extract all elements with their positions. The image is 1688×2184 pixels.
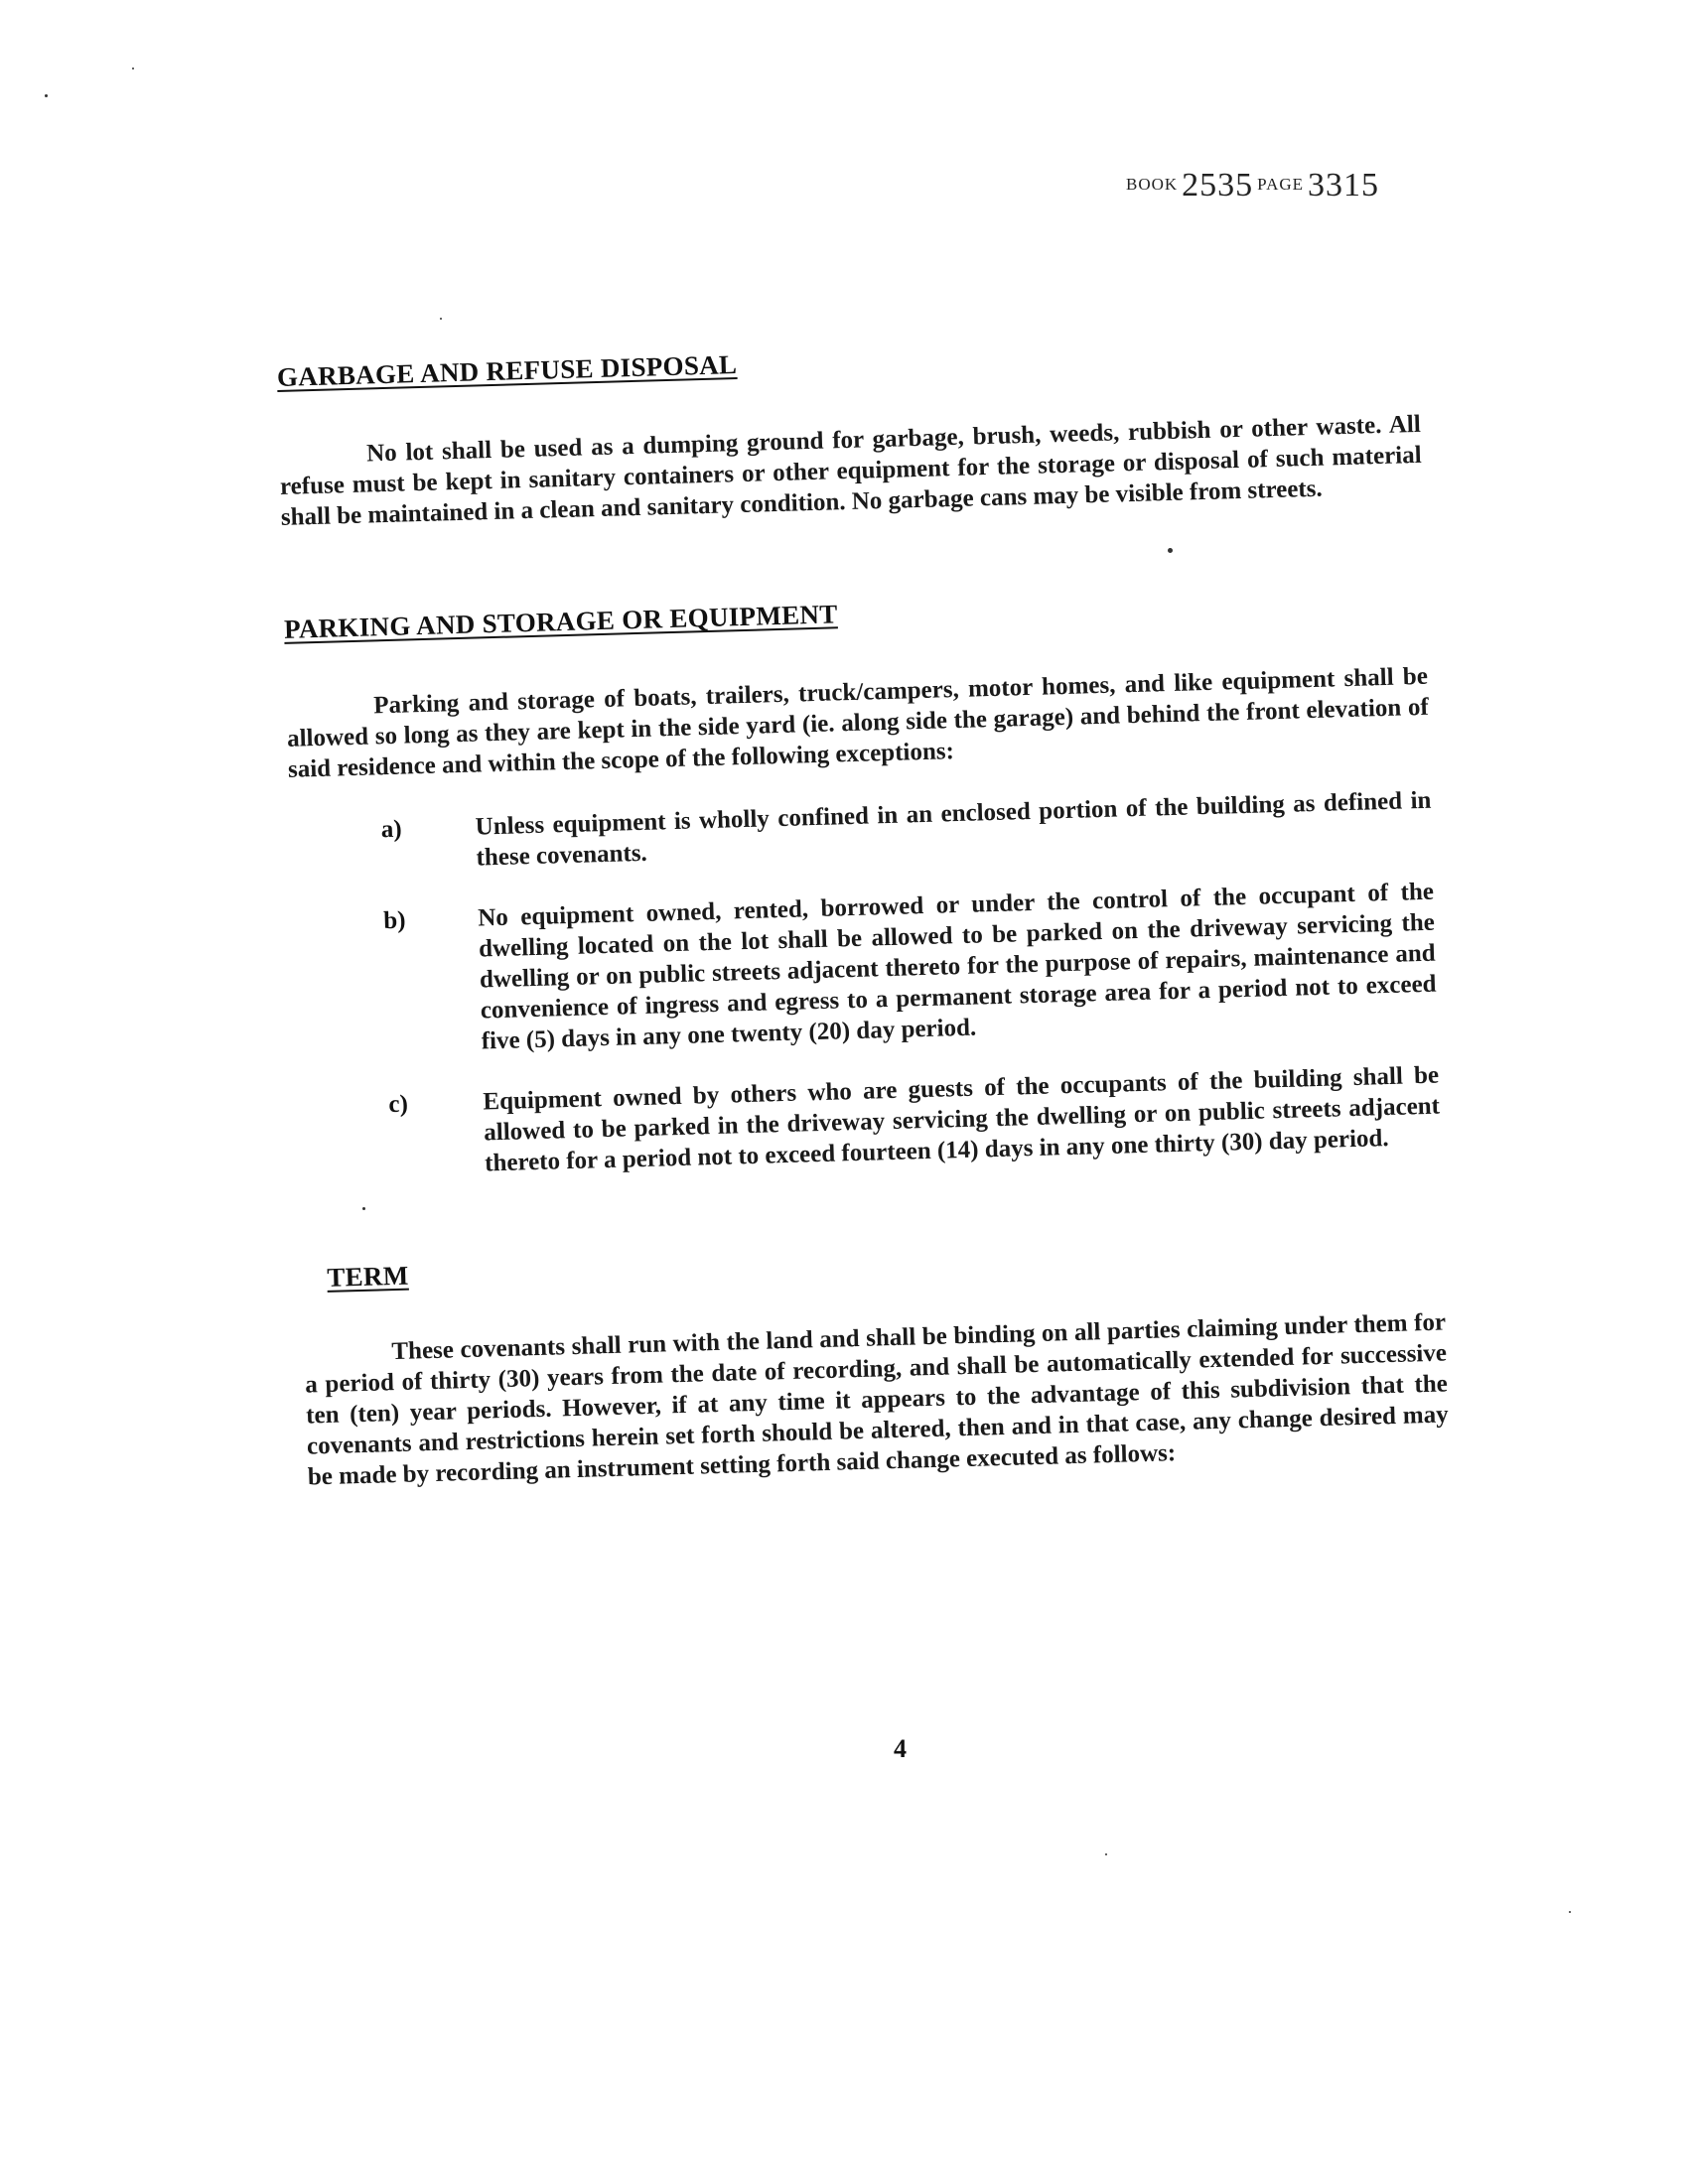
parking-section-heading: PARKING AND STORAGE OR EQUIPMENT	[283, 599, 838, 644]
scan-speck	[1569, 1911, 1571, 1913]
exceptions-list	[289, 785, 1441, 1184]
list-item-text: No equipment owned, rented, borrowed or under the control of the occupant of the dwelling located on the lot shall be allowed to be parked on the driveway servicing the dwelling or on public streets adjacent thereto for the purpose of repairs, maintenance and convenience of ingress and egress to a permanent storage area for a period not to exceed five (5) days in any one twenty (20) day period.	[477, 878, 1437, 1055]
scan-speck	[1105, 1853, 1107, 1855]
page-label: PAGE	[1257, 175, 1305, 194]
footer-page-number: 4	[894, 1734, 907, 1763]
list-item	[292, 877, 1438, 1062]
scan-speck	[440, 318, 442, 320]
list-item	[297, 1060, 1441, 1184]
book-page-number: 3315	[1308, 167, 1380, 204]
book-number: 2535	[1182, 167, 1254, 204]
list-item-text: Equipment owned by others who are guests of the occupants of the building shall be allowed to be parked in the driveway servicing the dwelling or on public streets adjacent thereto for a period not to exceed fourteen (14) days in any one thirty (30) day period.	[483, 1061, 1441, 1177]
book-label: BOOK	[1126, 175, 1179, 194]
list-item	[289, 785, 1432, 879]
list-item-marker: c)	[388, 1090, 409, 1119]
list-item-text: Unless equipment is wholly confined in an enclosed portion of the building as defined in these covenants.	[475, 786, 1432, 872]
scan-speck	[132, 68, 134, 69]
list-item-marker: b)	[382, 906, 406, 935]
garbage-section-heading: GARBAGE AND REFUSE DISPOSAL	[276, 349, 738, 392]
parking-section-body: Parking and storage of boats, trailers, truck/campers, motor homes, and like equipment shall be allowed so long as they are kept in the side yard (ie. along side the garage) and behind the front elevation of said residence and within the scope of the following exceptions:	[286, 662, 1430, 783]
term-section-body: These covenants shall run with the land and shall be binding on all parties claiming under them for a period of thirty (30) years from the date of recording, and shall be automatically extended for successive ten (ten) year periods. However, if at any time it appears to the advantage of this subdivision that the covenants and restrictions herein set forth should be altered, then and in that case, any change desired may be made by recording an instrument setting forth said change executed as follows:	[304, 1308, 1449, 1491]
book-page-reference	[1122, 167, 1379, 205]
document-body	[276, 311, 1450, 1493]
list-item-marker: a)	[380, 815, 402, 844]
term-section-heading: TERM	[326, 1260, 409, 1293]
garbage-section-body: No lot shall be used as a dumping ground for garbage, brush, weeds, rubbish or other waste. All refuse must be kept in sanitary containers or other equipment for the storage or disposal of such material shall be maintained in a clean and sanitary condition. No garbage cans may be visible from streets.	[279, 410, 1422, 531]
scan-speck	[45, 94, 48, 97]
